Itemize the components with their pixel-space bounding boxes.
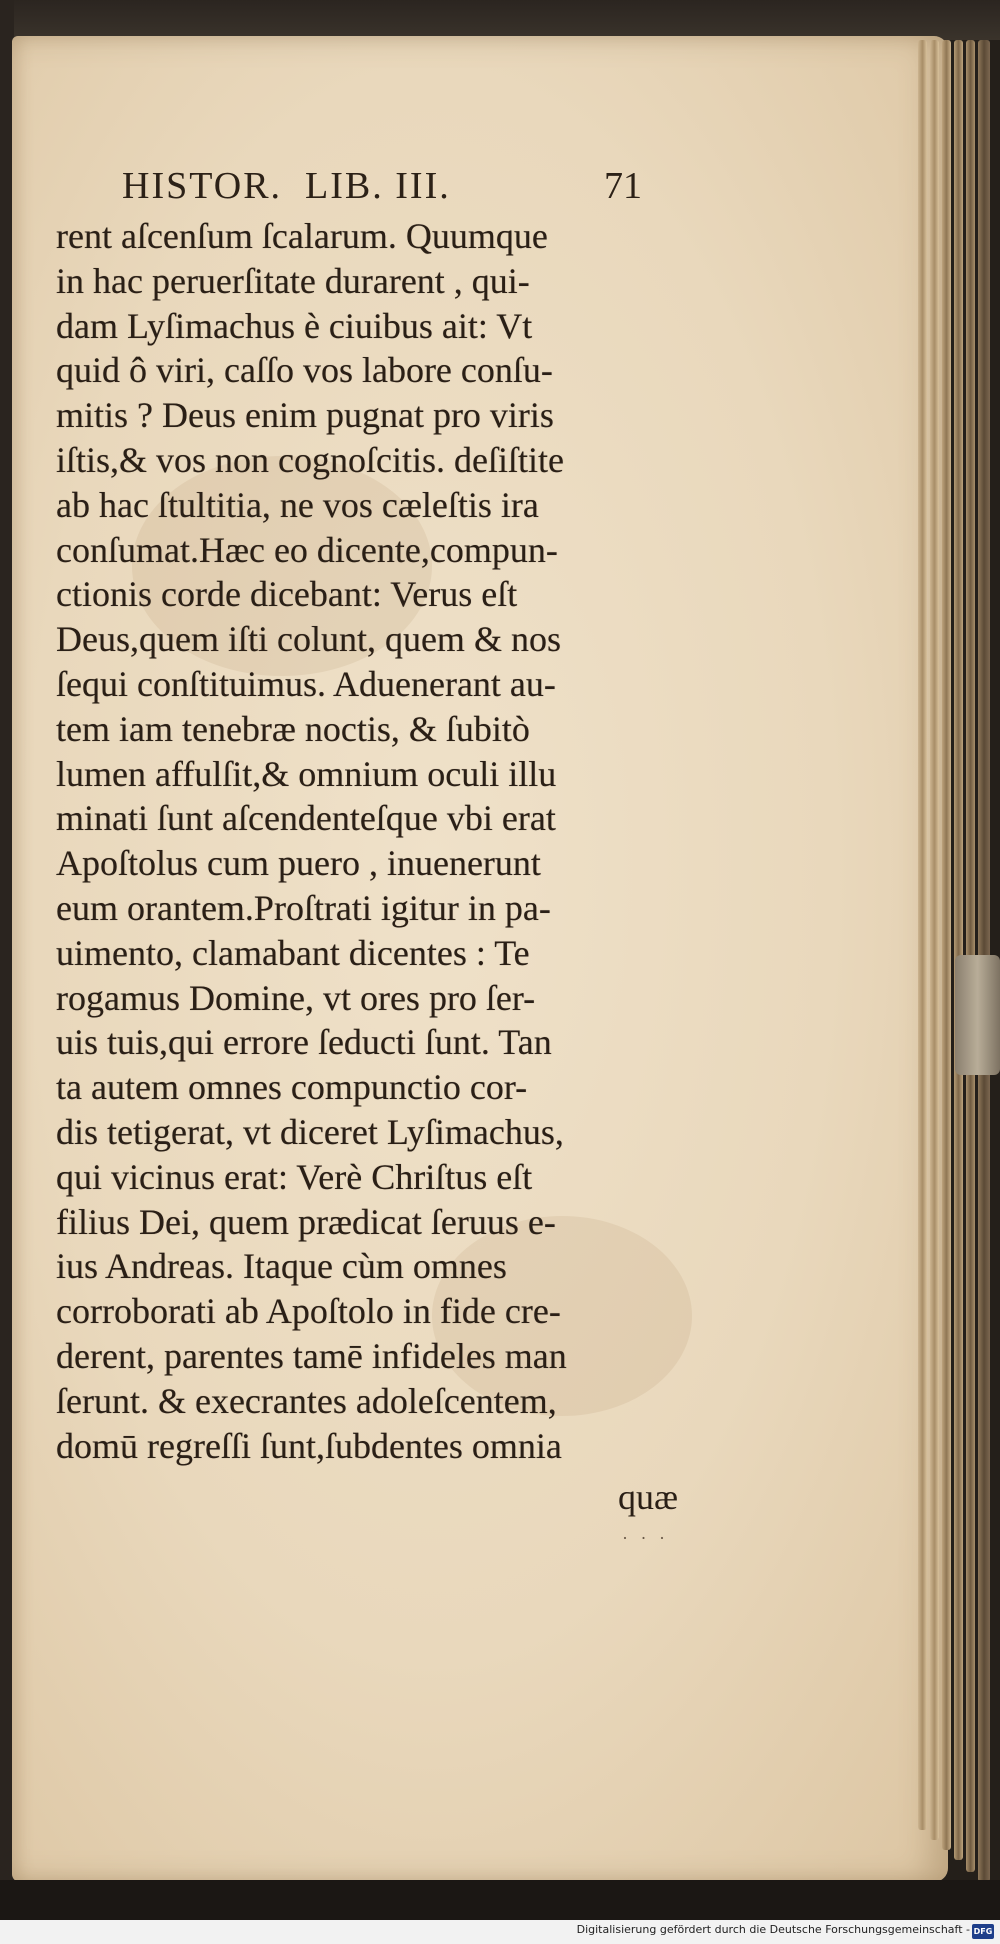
page-edge [954,40,963,1860]
text-line: ius Andreas. Itaque cùm omnes [56,1246,507,1287]
text-line: dam Lyſimachus è ciuibus ait: Vt [56,305,533,346]
text-line: conſumat.Hæc eo dicente,compun- [56,529,558,570]
text-line: uimento, clamabant dicentes : Te [56,932,530,973]
book-cover-top [0,0,1000,40]
text-line: ta autem omnes compunctio cor- [56,1067,528,1108]
catchword: quæ [618,1477,679,1517]
text-line: domū regreſſi ſunt,ſubdentes omnia [56,1425,562,1466]
text-line: ſerunt. & execrantes adoleſcentem, [56,1380,557,1421]
text-line: derent, parentes tamē infideles man [56,1335,567,1376]
text-line: in hac peruerſitate durarent , qui- [56,260,530,301]
text-line: dis tetigerat, vt diceret Lyſimachus, [56,1111,564,1152]
text-line: ctionis corde dicebant: Verus eſt [56,574,518,615]
text-line: quid ô viri, caſſo vos labore conſu- [56,350,553,391]
text-line: lumen affulſit,& omnium oculi illu [56,753,557,794]
signature-mark: · · · [622,1528,669,1548]
text-line: ſequi conſtituimus. Aduenerant au- [56,663,556,704]
page-edge [918,40,927,1830]
body-text [56,214,696,1468]
footer-credit: Digitalisierung gefördert durch die Deutsche Forschungsgemeinschaft - [576,1923,970,1936]
text-line: ab hac ſtultitia, ne vos cæleſtis ira [56,484,539,525]
text-line: uis tuis,qui errore ſeducti ſunt. Tan [56,1022,552,1063]
text-line: eum orantem.Proſtrati igitur in pa- [56,887,551,928]
running-title: HISTOR. LIB. III. [122,165,451,207]
text-line: filius Dei, quem prædicat ſeruus e- [56,1201,556,1242]
text-line: qui vicinus erat: Verè Chriſtus eſt [56,1156,533,1197]
text-line: corroborati ab Apoſtolo in fide cre- [56,1291,561,1332]
text-line: minati ſunt aſcendenteſque vbi erat [56,798,556,839]
text-line: tem iam tenebræ noctis, & ſubitò [56,708,530,749]
text-line: mitis ? Deus enim pugnat pro viris [56,395,554,436]
text-line: Deus,quem iſti colunt, quem & nos [56,619,561,660]
page-number: 71 [604,165,642,207]
text-line: rogamus Domine, vt ores pro ſer- [56,977,536,1018]
bookmark-ribbon [955,955,1000,1075]
text-line: Apoſtolus cum puero , inuenerunt [56,843,541,884]
book-page [12,36,948,1882]
page-edge [942,40,951,1850]
text-line: iſtis,& vos non cognoſcitis. deſiſtite [56,439,564,480]
text-line: rent aſcenſum ſcalarum. Quumque [56,216,548,256]
dfg-logo: DFG [972,1924,994,1939]
running-header [122,164,682,214]
page-edge [930,40,939,1840]
